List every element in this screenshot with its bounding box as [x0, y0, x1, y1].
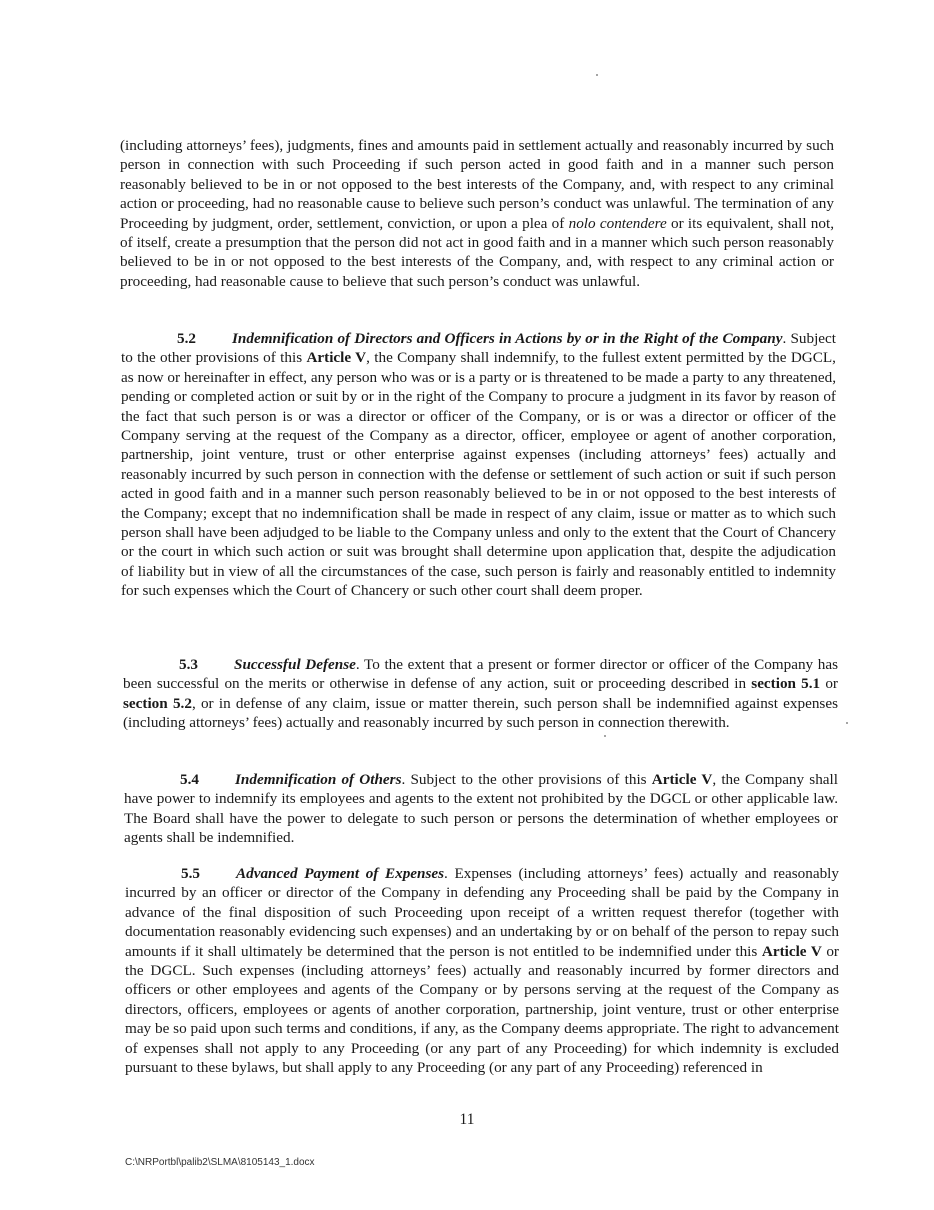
scan-speck	[604, 735, 606, 737]
heading-period: .	[401, 771, 406, 788]
paragraph-text: , the Company shall have power to indemnify its employees and agents to the extent not prohibited by the DGCL or other applicable law. The Board shall have the power to delegate to such person or persons the determination of whether employees or agents shall be indemnified.	[124, 771, 838, 847]
paragraph-text: , or in defense of any claim, issue or matter therein, such person shall be indemnified against expenses (including attorneys’ fees) actually and reasonably incurred by such person in connection therewith.	[123, 694, 838, 732]
paragraph-text: or the DGCL. Such expenses (including attorneys’ fees) actually and reasonably incurred by former directors and officers or other employees and agents of the Company or by persons serving at the request of the Company as directors, officers, employees or agents of another corporation, partnership, joint venture, trust or other enterprise may be so paid upon such terms and conditions, if any, as the Company deems appropriate. The right to advancement of expenses shall not apply to any Proceeding (or any part of any Proceeding) for which indemnity is excluded pursuant to these bylaws, but shall apply to any Proceeding (or any part of any Proceeding) referenced in	[125, 942, 839, 1077]
paragraph-text: (including attorneys’ fees), judgments, fines and amounts paid in settlement actually and reasonably incurred by such person in connection with such Proceeding if such person acted in good faith and in a manner such person reasonably believed to be in or not opposed to the best interests of the Company, and, with respect to any criminal action or proceeding, had no reasonable cause to believe such person’s conduct was unlawful. The termination of any Proceeding by judgment, order, settlement, conviction, or upon a plea of	[120, 137, 834, 232]
section-number: 5.3	[179, 656, 198, 673]
section-number: 5.5	[181, 865, 200, 882]
section-heading: Advanced Payment of Expenses	[236, 865, 445, 882]
section-5-2	[121, 329, 836, 601]
scan-speck	[596, 74, 598, 76]
section-heading: Indemnification of Others	[235, 771, 402, 788]
footer-file-path: C:\NRPortbl\palib2\SLMA\8105143_1.docx	[125, 1157, 315, 1168]
section-5-3	[123, 655, 838, 733]
paragraph-text: Subject to the other provisions of this	[405, 771, 652, 788]
paragraph-text: Expenses (including attorneys’ fees) actually and reasonably incurred by an officer or director of the Company in defending any Proceeding shall be paid by the Company in advance of the final disposition of such Proceeding upon receipt of a written request therefor (together with documentation reasonably evidencing such expenses) and an undertaking by or on behalf of the person to repay such amounts if it shall ultimately be determined that the person is not entitled to be indemnified under this	[125, 865, 839, 960]
heading-period: .	[782, 330, 787, 347]
heading-period: .	[444, 865, 448, 882]
page-number: 11	[459, 1111, 475, 1128]
latin-term: nolo contendere	[568, 214, 667, 232]
section-number: 5.4	[180, 771, 199, 788]
section-5-4	[124, 770, 838, 848]
paragraph-text: Subject to the other provisions of this	[121, 330, 837, 367]
article-reference: Article V	[651, 771, 713, 788]
scan-speck	[846, 722, 848, 724]
section-number: 5.2	[177, 330, 196, 347]
paragraph-text: , the Company shall indemnify, to the fullest extent permitted by the DGCL, as now or hereinafter in effect, any person who was or is a party or is threatened to be made a party to any threatened, pending or completed action or suit by or in the right of the Company to procure a judgment in its favor by reason of the fact that such person is or was a director or officer of the Company, or is or was a director or officer of the Company serving at the request of the Company as a director, officer, employee or agent of another corporation, partnership, joint venture, trust or other enterprise against expenses (including attorneys’ fees) actually and reasonably incurred by such person in connection with the defense or settlement of such action or suit if such person acted in good faith and in a manner such person reasonably believed to be in or not opposed to the best interests of the Company; except that no indemnification shall be made in respect of any claim, issue or matter as to which such person shall have been adjudged to be liable to the Company unless and only to the extent that the Court of Chancery or the court in which such action or suit was brought shall determine upon application that, despite the adjudication of liability but in view of all the circumstances of the case, such person is fairly and reasonably entitled to indemnity for such expenses which the Court of Chancery or such other court shall deem proper.	[121, 349, 836, 600]
section-heading: Successful Defense	[234, 656, 356, 673]
section-reference: section 5.2	[123, 694, 192, 712]
article-reference: Article V	[761, 942, 822, 960]
paragraph-text: or	[820, 675, 838, 693]
section-5-1-continuation	[120, 136, 834, 291]
section-heading: Indemnification of Directors and Officers in Actions by or in the Right of the Company	[232, 330, 783, 347]
paragraph-text: To the extent that a present or former director or officer of the Company has been successful on the merits or otherwise in defense of any action, suit or proceeding described in	[123, 656, 839, 693]
section-5-5	[125, 864, 839, 1077]
section-reference: section 5.1	[751, 675, 821, 693]
article-reference: Article V	[306, 349, 367, 367]
paragraph-text: or its equivalent, shall not, of itself, create a presumption that the person did not act in good faith and in a manner which such person reasonably believed to be in or not opposed to the best interests of the Company, and, with respect to any criminal action or proceeding, had reasonable cause to believe that such person’s conduct was unlawful.	[120, 214, 834, 290]
heading-period: .	[355, 656, 360, 673]
